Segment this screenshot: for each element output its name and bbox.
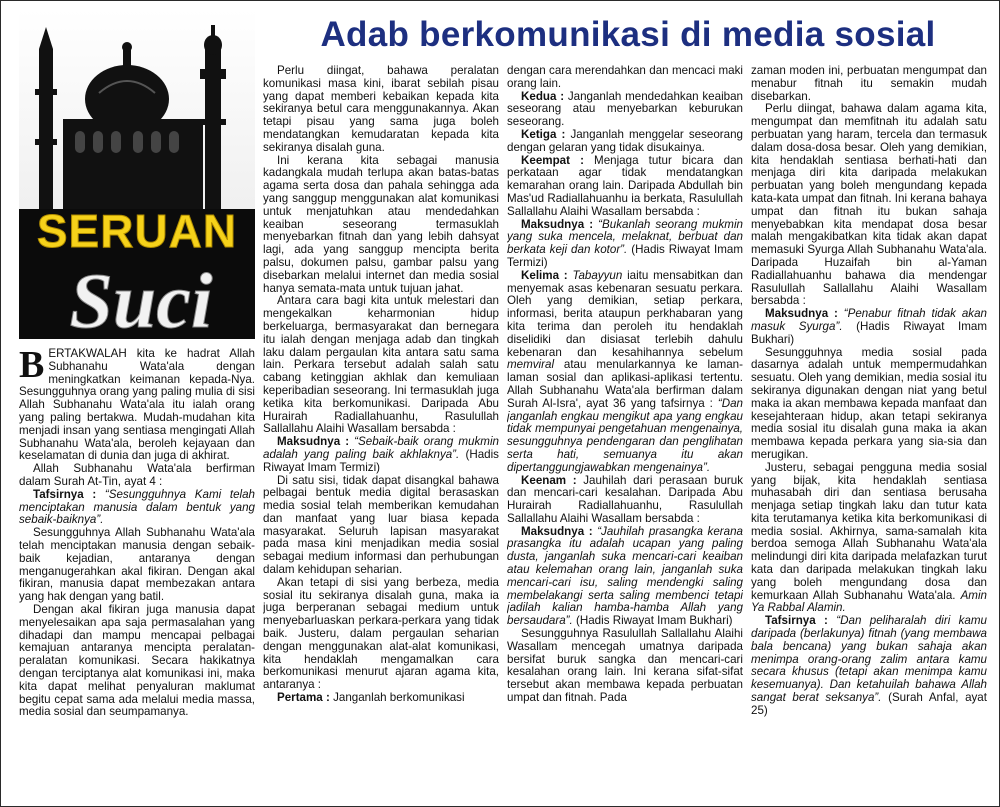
paragraph: Pertama : Janganlah berkomunikasi: [277, 691, 465, 705]
paragraph: Kedua : Janganlah mendedahkan keaiban seseorang atau menyebarkan keburukan seseorang.: [507, 89, 743, 129]
paragraph: Maksudnya : “Bukanlah seorang mukmin yang suka mencela, melaknat, berbuat dan berkata keji dan kotor”. (Hadis Riwayat Imam Termizi): [507, 217, 743, 269]
paragraph: Kelima : Tabayyun iaitu mensabitkan dan menyemak asas kebenaran sesuatu perkara. Oleh yang demikian, setiap perkara, informasi, berita ataupun perkhabaran yang kita terima dan peroleh itu hendaklah diselidiki dan disiasat terlebih dahulu kebenaran dan kesahihannya sebelum memviral atau menularkannya ke laman-laman sosial dan aplikasi-aplikasi tertentu. Allah Subhanahu Wata'ala berfirman dalam Surah Al-Isra', ayat 36 yang tafsirnya : “Dan janganlah engkau mengikut apa yang engkau tidak mempunyai pengetahuan mengenainya, sesungguhnya pendengaran dan penglihatan serta hati, semuanya itu akan dipertanggungjawabkan mengenainya”.: [507, 268, 743, 474]
paragraph: Sesungguhnya Rasulullah Sallallahu Alaihi Wasallam mencegah umatnya daripada bersifat buruk sangka dan mencari-cari kesalahan orang lain. Ini kerana sifat-sifat tersebut akan membawa kepada perbuatan umpat dan fitnah. Pada: [507, 627, 743, 705]
paragraph: Maksudnya : “Sebaik-baik orang mukmin adalah yang paling baik akhlaknya”. (Hadis Riwayat Imam Termizi): [263, 435, 499, 474]
paragraph: Ini kerana kita sebagai manusia kadangkala mudah terlupa akan batas-batas agama serta dosa dan pahala sehingga ada yang sanggup menggunakan alat komunikasi untuk menjatuhkan atau mendedahkan keaiban seseorang termasuklah menyebarkan fitnah dan yang lebih dahsyat lagi, ada yang sanggup mencipta berita palsu, dokumen palsu, gambar palsu yang disebarkan melalui internet dan media sosial hanya semata-mata untuk tujuan jahat.: [263, 153, 499, 295]
paragraph: Akan tetapi di sisi yang berbeza, media sosial itu sekiranya disalah guna, maka ia juga berperanan sebagai medium untuk menyebarluaskan perkara-perkara yang tidak baik. Justeru, dalam pergaulan seharian dengan menggunakan alat-alat komunikasi, kita hendaklah mengamalkan cara berkomunikasi menurut ajaran agama kita, antaranya :: [263, 575, 499, 692]
column-4: [751, 65, 987, 803]
paragraph: Dengan akal fikiran juga manusia dapat menyelesaikan apa saja permasalahan yang dihadapi dan mampu mencapai pelbagai kemajuan antaranya mencipta peralatan-peralatan komunikasi. Secara hakikatnya dengan terciptanya alat komunikasi ini, maka kita dapat melihat penyaluran maklumat begitu cepat sama ada melalui media massa, media sosial dan seumpamanya.: [19, 602, 255, 719]
paragraph: Tafsirnya : “Dan peliharalah diri kamu daripada (berlakunya) fitnah (yang membawa bala bencana) yang bukan sahaja akan menimpa orang-orang zalim antara kamu secara khusus (tetapi akan menimpa kamu kesemuanya). Dan ketahuilah bahawa Allah sangat berat seksanya”. (Surah Anfal, ayat 25): [751, 614, 987, 717]
article-headline: Adab berkomunikasi di media sosial: [320, 15, 936, 54]
paragraph: Tafsirnya : “Sesungguhnya Kami telah menciptakan manusia dalam bentuk yang sebaik-baiknya”.: [19, 487, 255, 527]
paragraph: Di satu sisi, tidak dapat disangkal bahawa pelbagai bentuk media digital berasaskan media sosial telah memberikan kemudahan dan manfaat yang luar biasa kepada masyarakat. Seluruh lapisan masyarakat pada masa kini menjadikan media sosial sebagai medium informasi dan perhubungan dalam kehidupan seharian.: [263, 473, 499, 577]
logo-word-seruan: SERUAN: [36, 205, 238, 257]
paragraph: Maksudnya : “Penabur fitnah tidak akan masuk Syurga”. (Hadis Riwayat Imam Bukhari): [751, 307, 987, 346]
paragraph: Sesungguhnya Allah Subhanahu Wata'ala telah menciptakan manusia dengan sebaik-baik kejadian, antaranya dengan menganugerahkan akal fikiran. Dengan akal fikiran, manusia dapat membezakan antara yang hak dengan yang batil.: [19, 526, 255, 604]
paragraph: Maksudnya : “Jauhilah prasangka kerana prasangka itu adalah ucapan yang paling dusta, janganlah suka mencari-cari keaiban atau kelemahan orang lain, janganlah suka mencari-cari isu, saling mendengki saling membelakangi serta saling membenci tetapi jadilah kalian hamba-hamba Allah yang bersaudara”. (Hadis Riwayat Imam Bukhari): [507, 524, 743, 628]
paragraph: Sesungguhnya media sosial pada dasarnya adalah untuk mempermudahkan sesuatu. Oleh yang demikian, media sosial itu sekiranya digunakan dengan niat yang betul maka ia akan membawa kepada manfaat dan kesejahteraan hidup, akan tetapi sekiranya media sosial itu disalah guna maka ia akan membawa kepada perkara yang sia-sia dan merugikan.: [751, 345, 987, 461]
seruan-suci-logo: [19, 9, 255, 339]
paragraph: Keempat : Menjaga tutur bicara dan perkataan agar tidak mendatangkan kemarahan orang lain. Daripada Abdullah bin Mas'ud Radiallahuanhu ia berkata, Rasulullah Sallallahu Alaihi Wasallam bersabda :: [507, 153, 743, 218]
paragraph: Justeru, sebagai pengguna media sosial yang bijak, kita hendaklah sentiasa muhasabah diri dan sentiasa berusaha menjaga setiap tingkah laku dan tutur kata kita terutamanya ketika kita berkomunikasi di media sosial. Akhirnya, sama-samalah kita berdoa semoga Allah Subhanahu Wata'ala melindungi diri kita daripada melafazkan turut kata dan daripada melakukan tingkah laku yang boleh mengundang dosa dan kemurkaan Allah Subhanahu Wata'ala. Amin Ya Rabbal Alamin.: [751, 460, 987, 615]
column-1: [19, 348, 255, 804]
column-3: [507, 65, 743, 803]
paragraph: BERTAKWALAH kita ke hadrat Allah Subhanahu Wata'ala dengan meningkatkan keimanan kepada-Nya. Sesungguhnya orang yang paling mulia di sisi Allah Subhanahu Wata'ala itu ialah orang yang paling bertakwa. Mudah-mudahan kita menjadi insan yang sentiasa mengingati Allah Subhanahu Wata'ala, beroleh kejayaan dan keselamatan di dunia dan juga di akhirat.: [19, 348, 255, 463]
column-2: [263, 65, 499, 803]
paragraph: Antara cara bagi kita untuk melestari dan mengekalkan keharmonian hidup berkeluarga, bermasyarakat dan bernegara itu ialah dengan menjaga adab dan tingkah laku dalam pergaulan kita antara satu sama lain. Perkara tersebut adalah salah satu cabang ketinggian akhlak dan kemuliaan keperibadian seseorang. Ini termasuklah juga ketika kita berkomunikasi. Daripada Abu Hurairah Radiallahuanhu, Rasulullah Sallallahu Alaihi Wasallam bersabda :: [263, 294, 499, 436]
paragraph: Allah Subhanahu Wata'ala berfirman dalam Surah At-Tin, ayat 4 :: [19, 462, 255, 488]
logo-word-suci: Suci: [69, 257, 213, 339]
drop-cap: B: [19, 348, 45, 386]
paragraph: dengan cara merendahkan dan mencaci maki orang lain.: [507, 65, 743, 90]
paragraph: Ketiga : Janganlah menggelar seseorang dengan gelaran yang tidak disukainya.: [507, 127, 743, 154]
mosque-silhouette-icon: [19, 9, 255, 339]
paragraph: Keenam : Jauhilah dari perasaan buruk dan mencari-cari kesalahan. Daripada Abu Hurairah Radiallahuanhu, Rasulullah Sallallahu Alaihi Wasallam bersabda :: [507, 473, 743, 525]
paragraph: Perlu diingat, bahawa dalam agama kita, mengumpat dan memfitnah itu adalah satu perbuatan yang haram, tercela dan termasuk dalam dosa-dosa besar. Oleh yang demikian, kita hendaklah sentiasa berhati-hati dan menjaga diri kita daripada melakukan perbuatan yang boleh mengundang kepada kata-kata umpat dan fitnah. Ini kerana bahaya umpat dan fitnah itu bukan sahaja menyebabkan kita mendapat dosa besar malah mengakibatkan kita tidak akan dapat memasuki Syurga Allah Subhanahu Wata'ala. Daripada Huzaifah bin al-Yaman Radiallahuanhu bahawa dia mendengar Rasulullah Sallallahu Alaihi Wasallam bersabda :: [751, 102, 987, 308]
paragraph: zaman moden ini, perbuatan mengumpat dan menabur fitnah itu semakin mudah disebarkan.: [751, 65, 987, 103]
paragraph: Perlu diingat, bahawa peralatan komunikasi masa kini, ibarat sebilah pisau yang dapat memberi kebaikan kepada kita sekiranya betul cara menggunakannya. Akan tetapi pisau yang sama juga boleh mendatangkan kemudaratan kepada kita sekiranya disalah guna.: [263, 65, 499, 154]
